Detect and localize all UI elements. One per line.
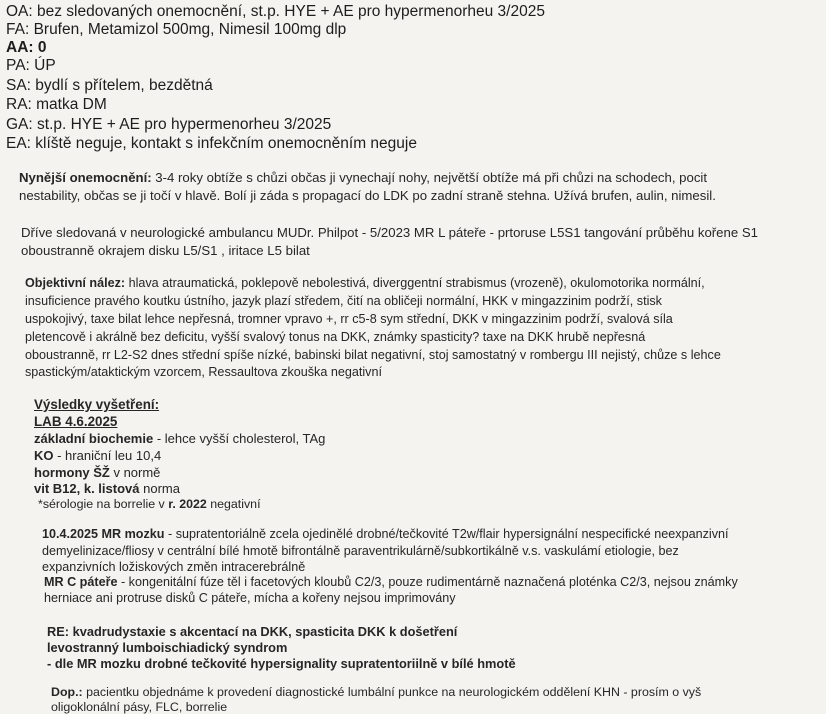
conclusion-line1: RE: kvadrudystaxie s akcentací na DKK, spasticita DKK k došetření [47, 624, 458, 639]
history-pa: PA: ÚP [6, 57, 56, 74]
results-serology: *sérologie na borrelie v r. 2022 negativní [38, 497, 261, 511]
plan-line1: Dop.: pacientku objednáme k provedení diagnostické lumbální punkce na neurologickém oddělení KHN - prosím o vyš [51, 685, 702, 699]
results-biochemistry: základní biochemie - lehce vyšší cholesterol, TAg [34, 431, 326, 446]
conclusion-line2: levostranný lumboischiadický syndrom [47, 640, 288, 655]
results-hormones: hormony ŠŽ v normě [34, 465, 161, 480]
mr-spine-line2: herniace ani protruse disků C páteře, mícha a kořeny nejsou imprimovány [44, 591, 456, 605]
results-blood-count: KO - hraniční leu 10,4 [34, 448, 162, 463]
results-heading: Výsledky vyšetření: [34, 397, 160, 412]
objective-line2: insuficience pravého koutku ústního, jazyk plazí středem, čití na obličeji normální, HKK v mingazzinim podrží, stisk [25, 294, 662, 308]
plan-line2: oligoklonální pásy, FLC, borrelie [51, 700, 228, 714]
history-fa: FA: Brufen, Metamizol 500mg, Nimesil 100mg dlp [6, 21, 347, 38]
objective-line3: uspokojivý, taxe bilat lehce nepřesná, tromner vpravo +, rr c5-8 sym střední, DKK v mingazzinim podrží, svalová síla [25, 312, 673, 326]
history-ga: GA: st.p. HYE + AE pro hypermenorheu 3/2025 [6, 116, 332, 133]
mr-brain-line3: expanzivních ložiskových změn intracerebrálně [42, 560, 306, 574]
current-illness-line2: nestability, občas se ji točí v hlavě. Bolí ji záda s propagací do LDK po zadní straně stehna. Užívá brufen, aulin, nimesil. [19, 188, 716, 203]
previous-care-line1: Dříve sledovaná v neurologické ambulancu MUDr. Philpot - 5/2023 MR L páteře - prtoruse L5S1 tangování průběhu kořene S1 [21, 225, 758, 240]
history-aa: AA: 0 [6, 39, 47, 56]
mr-brain-line1: 10.4.2025 MR mozku - supratentoriálně zcela ojedinělé drobné/tečkovité T2w/flair hypersignální nespecifické neexpanzivní [42, 527, 729, 541]
conclusion-line3: - dle MR mozku drobné tečkovité hypersignality supratentoriilně v bílé hmotě [47, 656, 516, 671]
history-sa: SA: bydlí s přítelem, bezdětná [6, 77, 213, 94]
objective-line6: spastickým/ataktickým vzorcem, Ressaultova zkouška negativní [25, 365, 382, 379]
mr-brain-line2: demyelinizace/fliosy v centrální bílé hmotě bifrontálně paraventrikulárně/subkortikálně v.s. vaskulámí etiologie, bez [42, 544, 679, 558]
results-vitamins: vit B12, k. listová norma [34, 481, 180, 496]
history-ea: EA: klíště neguje, kontakt s infekčním onemocněním neguje [6, 135, 417, 152]
results-lab-date: LAB 4.6.2025 [34, 414, 118, 429]
current-illness-line1: Nynější onemocnění: 3-4 roky obtíže s chůzi občas ji vynechají nohy, největší obtíže má při chůzi na schodech, pocit [19, 170, 708, 185]
objective-line4: pletencově i akrálně bez deficitu, vyšší svalový tonus na DKK, známky spasticity? taxe na DKK hrubě nepřesná [25, 330, 646, 344]
history-ra: RA: matka DM [6, 96, 107, 113]
mr-spine-line1: MR C páteře - kongenitální fúze těl i facetových kloubů C2/3, pouze rudimentárně naznačená ploténka C2/3, nejsou známky [44, 575, 738, 589]
history-oa: OA: bez sledovaných onemocnění, st.p. HYE + AE pro hypermenorheu 3/2025 [6, 3, 545, 20]
previous-care-line2: oboustranně okrajem disku L5/S1 , iritace L5 bilat [21, 243, 310, 258]
objective-line1: Objektivní nález: hlava atraumatická, poklepově nebolestivá, diverggentní strabismus (vrozeně), okulomotorika normální, [25, 276, 705, 290]
objective-line5: oboustranně, rr L2-S2 dnes střední spíše nízké, babinski bilat negativní, stoj samostatný v rombergu III nejistý, chůze s lehce [25, 348, 721, 362]
